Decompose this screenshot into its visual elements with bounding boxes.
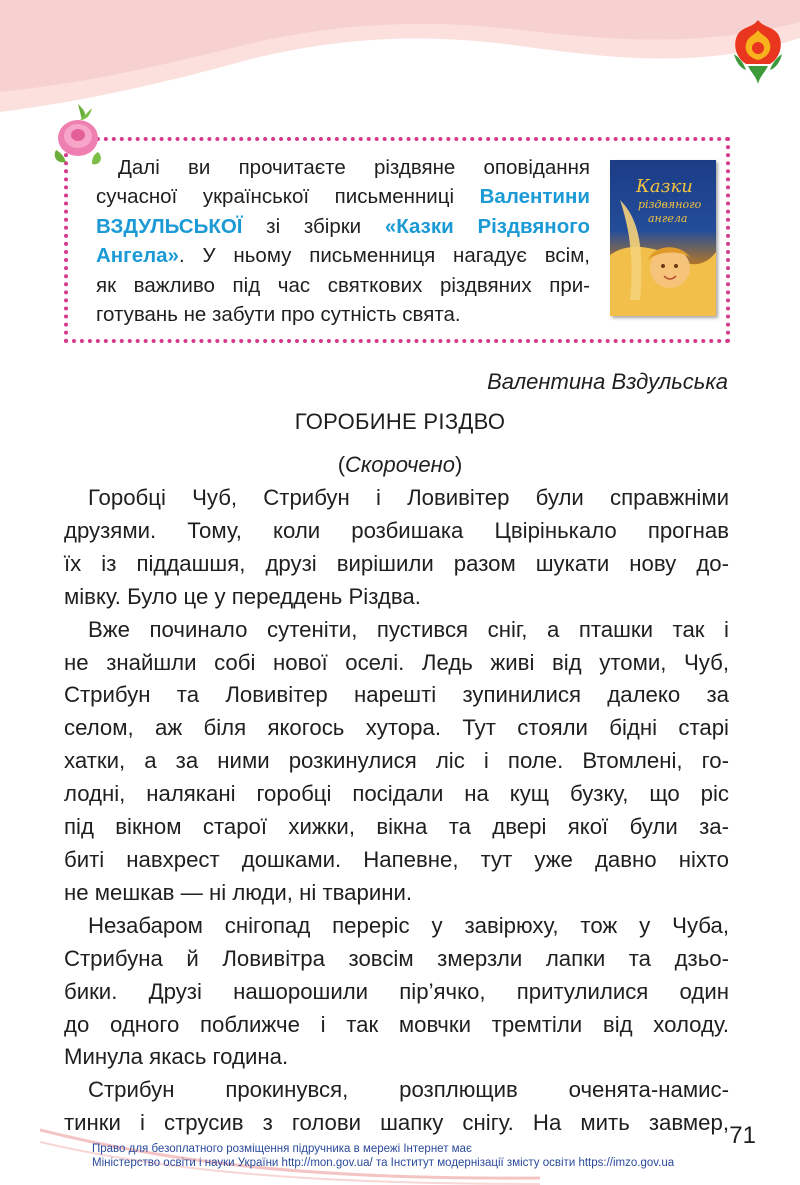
body-line: Стрибуна й Ловивітра зовсім змерзли лапки та дзьо-	[64, 945, 729, 971]
subtitle-text: Скорочено	[345, 452, 455, 477]
story-title: ГОРОБИНЕ РІЗДВО	[294, 409, 506, 434]
subtitle-open-paren: (	[337, 452, 346, 477]
highlighted-text: «Казки Різдвяного	[384, 214, 591, 238]
body-line: биті навхрест дошками. Напевне, тут уже давно ніхто	[64, 846, 729, 872]
story-subtitle	[0, 452, 800, 478]
footer-copyright	[92, 1142, 674, 1170]
flower-ornament-icon	[726, 14, 790, 86]
body-line: не знайшли собі нової оселі. Ледь живі від утоми, Чуб,	[64, 649, 729, 675]
book-title-line3: ангела	[648, 212, 688, 225]
body-line: бики. Друзі нашорошили пір’ячко, притулилися один	[64, 978, 729, 1004]
footer-line2: Міністерство освіти і науки України http://mon.gov.ua/ та Інститут модернізації змісту освіти https://imzo.gov.ua	[92, 1157, 675, 1169]
book-title-line1: Казки	[636, 176, 693, 197]
body-line: під вікном старої хижки, вікна та двері якої були за-	[64, 814, 729, 840]
intro-line	[96, 153, 590, 182]
body-line: Стрибун та Ловивітер нарешті зупинилися далеко за	[64, 682, 729, 708]
intro-line	[96, 182, 590, 211]
body-line: мівку. Було це у переддень Різдва.	[64, 583, 421, 609]
body-line: Стрибун прокинувся, розплющив оченята-намис-	[88, 1077, 729, 1103]
body-line: Минула якась година.	[64, 1044, 289, 1070]
body-line: їх із піддашшя, друзі вирішили разом шукати нову до-	[64, 550, 729, 576]
intro-text-segment: сучасної української письменниці	[96, 185, 480, 209]
body-line: лодні, налякані горобці посідали на кущ бузку, що ріс	[64, 781, 729, 807]
story-body	[64, 482, 729, 1140]
intro-text-segment: готувань не забути про сутність свята.	[96, 303, 461, 327]
intro-line	[96, 300, 590, 329]
subtitle-close-paren: )	[454, 452, 463, 477]
body-line: до одного поближче і так мовчки тремтіли від холоду.	[64, 1011, 729, 1037]
footer-line1: Право для безоплатного розміщення підручника в мережі Інтернет має	[92, 1143, 472, 1155]
highlighted-text: ВЗДУЛЬСЬКОЇ	[96, 214, 243, 238]
intro-text	[96, 153, 590, 329]
body-line: тинки і струсив з голови шапку снігу. На мить завмер,	[64, 1110, 729, 1136]
book-cover-image	[610, 160, 716, 316]
body-line: не мешкав — ні люди, ні тварини.	[64, 879, 413, 905]
page-number: 71	[729, 1122, 756, 1149]
intro-text-segment: як важливо під час святкових різдвяних при-	[96, 273, 590, 297]
intro-line	[96, 241, 590, 270]
highlighted-text: Ангела»	[96, 244, 179, 268]
book-cover-art	[610, 160, 716, 316]
body-line: хатки, а за ними розкинулися ліс і поле. Втомлені, го-	[64, 748, 729, 774]
highlighted-text: Валентини	[479, 185, 590, 209]
top-wave-decoration	[0, 0, 800, 130]
intro-text-segment: зі збірки	[242, 214, 385, 238]
body-line: Горобці Чуб, Стрибун і Ловивітер були справжніми	[88, 485, 729, 510]
intro-text-segment: . У ньому письменниця нагадує всім,	[178, 244, 590, 268]
book-title-line2: різдвяного	[638, 198, 702, 211]
body-line: друзями. Тому, коли розбишака Цвірінькало прогнав	[64, 517, 729, 543]
intro-line	[96, 271, 590, 300]
body-line: селом, аж біля якогось хутора. Тут стояли бідні старі	[64, 715, 729, 741]
intro-text-segment: Далі ви прочитаєте різдвяне оповідання	[118, 156, 590, 179]
author-name: Валентина Вздульська	[487, 369, 728, 394]
body-line: Вже починало сутеніти, пустився сніг, а пташки так і	[88, 616, 729, 642]
body-line: Незабаром снігопад переріс у завірюху, тож у Чуба,	[88, 912, 729, 938]
intro-line	[96, 212, 590, 241]
